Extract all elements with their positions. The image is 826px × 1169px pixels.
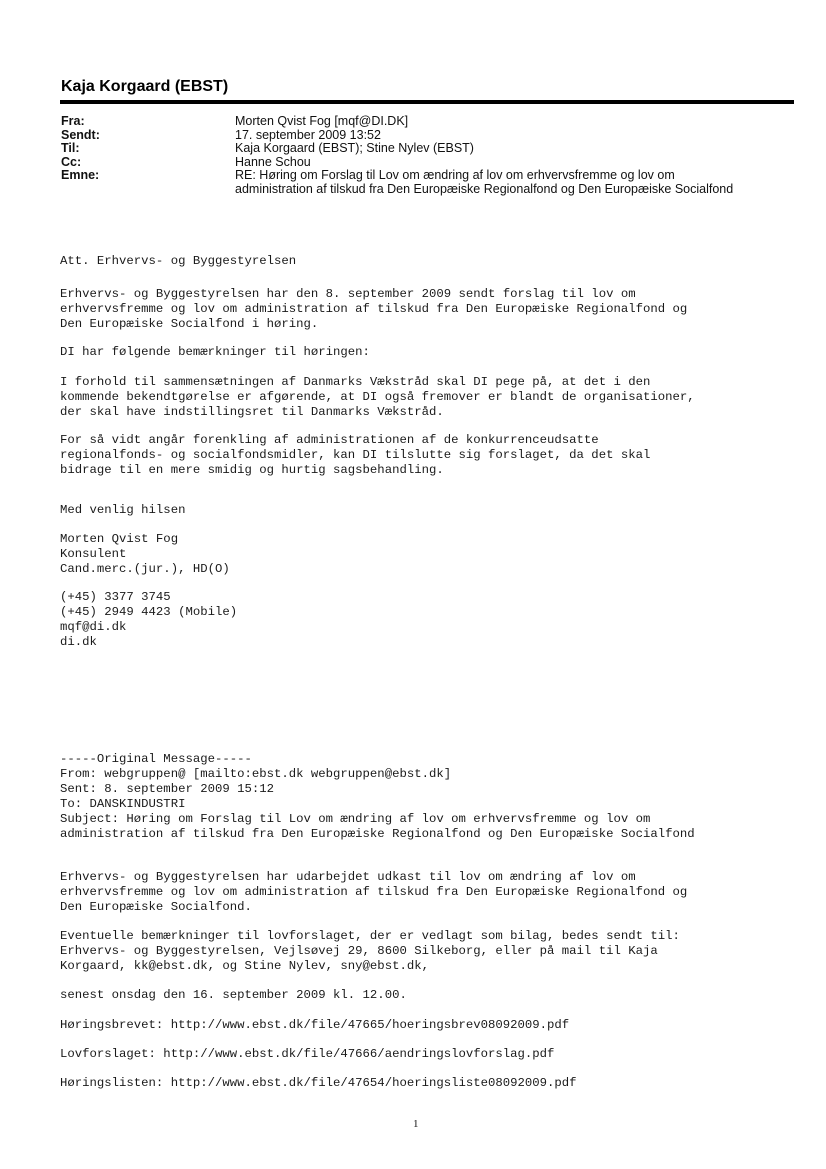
original-paragraph-2: Eventuelle bemærkninger til lovforslaget, der er vedlagt som bilag, bedes sendt til: Erhvervs- og Byggestyrelsen, Vejlsøvej 29, 8600 Silkeborg, eller på mail til Kaja Korgaard, kk@ebst.dk, og Stine Nylev, sny@ebst.dk, xyxy=(60,929,680,973)
greeting: Med venlig hilsen xyxy=(60,503,186,517)
signature-block: Morten Qvist Fog Konsulent Cand.merc.(jur.), HD(O) xyxy=(60,532,230,576)
subject-value: RE: Høring om Forslag til Lov om ændring af lov om erhvervsfremme og lov om administration af tilskud fra Den Europæiske Regionalfond og Den Europæiske Socialfond xyxy=(235,168,734,196)
original-message-header: -----Original Message----- From: webgruppen@ [mailto:ebst.dk webgruppen@ebst.dk] Sent: 8. september 2009 15:12 To: DANSKINDUSTRI Subject: Høring om Forslag til Lov om ændring af lov om erhvervsfremme og lov om administration af tilskud fra Den Europæiske Regionalfond og Den Europæiske Socialfond xyxy=(60,752,695,841)
body-paragraph-2: DI har følgende bemærkninger til høringen: xyxy=(60,345,370,359)
original-paragraph-1: Erhvervs- og Byggestyrelsen har udarbejdet udkast til lov om ændring af lov om erhvervsfremme og lov om administration af tilskud fra Den Europæiske Regionalfond og Den Europæiske Socialfond. xyxy=(60,870,688,914)
header-row-to xyxy=(61,142,735,156)
subject-label: Emne: xyxy=(61,168,100,182)
to-value: Kaja Korgaard (EBST); Stine Nylev (EBST) xyxy=(235,141,474,155)
link-hoeringsbrev: Høringsbrevet: http://www.ebst.dk/file/47665/hoeringsbrev08092009.pdf xyxy=(60,1018,570,1032)
header-row-subject xyxy=(61,169,735,196)
header-row-from xyxy=(61,115,735,129)
header-divider xyxy=(60,100,794,104)
from-value: Morten Qvist Fog [mqf@DI.DK] xyxy=(235,114,409,128)
body-paragraph-4: For så vidt angår forenkling af administrationen af de konkurrenceudsatte regionalfonds- og socialfondsmidler, kan DI tilslutte sig forslaget, da det skal bidrage til en mere smidig og hurtig sagsbehandling. xyxy=(60,433,651,477)
from-label: Fra: xyxy=(61,114,85,128)
body-paragraph-3: I forhold til sammensætningen af Danmarks Vækstråd skal DI pege på, at det i den kommende bekendtgørelse er afgørende, at DI også fremover er blandt de organisationer, der skal have indstillingsret til Danmarks Vækstråd. xyxy=(60,375,695,419)
sent-label: Sendt: xyxy=(61,127,100,142)
link-lovforslag: Lovforslaget: http://www.ebst.dk/file/47666/aendringslovforslag.pdf xyxy=(60,1047,555,1061)
sender-name: Kaja Korgaard (EBST) xyxy=(61,78,229,95)
email-header-block xyxy=(61,115,735,196)
cc-label: Cc: xyxy=(61,154,82,169)
cc-value: Hanne Schou xyxy=(235,154,311,169)
page-number: 1 xyxy=(413,1118,419,1130)
link-hoeringsliste: Høringslisten: http://www.ebst.dk/file/47654/hoeringsliste08092009.pdf xyxy=(60,1076,577,1090)
body-paragraph-1: Erhvervs- og Byggestyrelsen har den 8. september 2009 sendt forslag til lov om erhvervsfremme og lov om administration af tilskud fra Den Europæiske Regionalfond og Den Europæiske Socialfond i høring. xyxy=(60,287,688,331)
header-row-sent xyxy=(61,129,735,143)
to-label: Til: xyxy=(61,141,80,155)
header-row-cc xyxy=(61,156,735,170)
deadline-line: senest onsdag den 16. september 2009 kl. 12.00. xyxy=(60,988,407,1002)
attention-line: Att. Erhvervs- og Byggestyrelsen xyxy=(60,254,297,268)
contact-block: (+45) 3377 3745 (+45) 2949 4423 (Mobile) mqf@di.dk di.dk xyxy=(60,590,238,649)
sent-value: 17. september 2009 13:52 xyxy=(235,127,381,142)
